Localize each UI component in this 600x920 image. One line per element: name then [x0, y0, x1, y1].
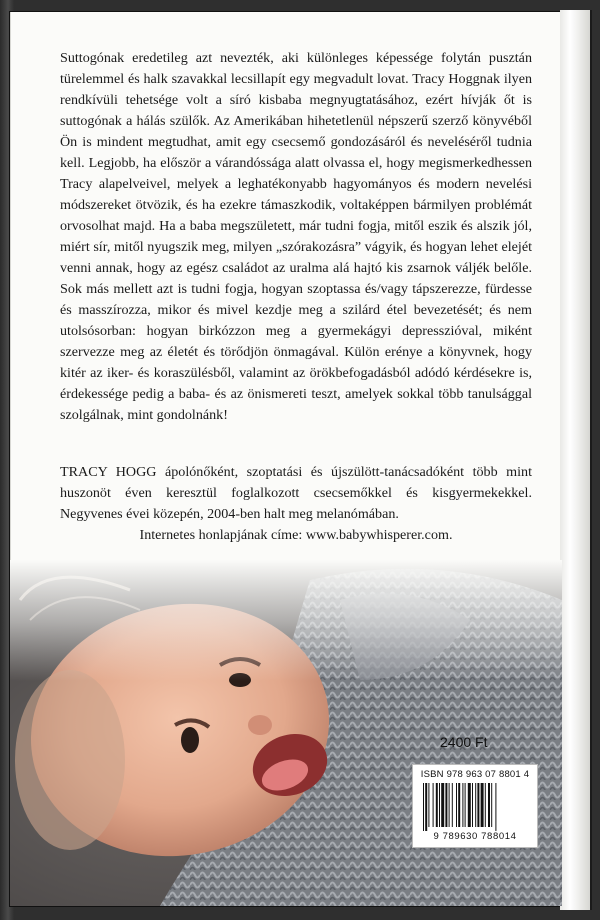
barcode-bar [462, 783, 463, 827]
website-line: Internetes honlapjának címe: www.babywhisperer.com. [139, 527, 453, 543]
barcode-bar [452, 783, 453, 827]
blurb-paragraph: Suttogónak eredetileg azt nevezték, aki különleges képessége folytán pusztán türelemmel és halk szavakkal lecsillapít egy megvadult lovat. Tracy Hoggnak ilyen rendkívüli tehetsége volt a síró kisbaba megnyugtatásához, ezért hívják őt is suttogónak a hálás szülők. Az Amerikában hihetetlenül népszerű szerző könyvéből Ön is mindent megtudhat, amit egy csecsemő gondozásáról és neveléséről tudnia kell. Legjobb, ha először a várandóssága alatt olvassa el, hogy megismerkedhessen Tracy alapelveivel, melyek a leghatékonyabb hagyományos és modern nevelési módszereket ötvözik, és ha ezekre támaszkodik, voltaképpen bármilyen problémát orvosolhat majd. Ha a baba megszületett, már tudni fogja, mitől eszik és alszik jól, miért sír, mitől nyugszik meg, milyen „szórakozásra” vágyik, és hogyan lehet elejét venni annak, hogy az egész családot az uralma alá hajtó kis zsarnok váljék belőle. Sok más mellett azt is tudni fogja, hogyan szoptassa és/vagy tápszerezze, fürdesse és masszírozza, mikor és mivel kezdje meg a szilárd étel bevezetését; és nem utolsósorban: hogyan birkózzon meg a gyermekágyi depresszióval, miként szervezze meg az életét és törődjön önmagával. Külön erénye a könyvnek, hogy kitér az iker- és koraszülésből, valamint az örökbefogadásból adódó kérdésekre is, érdekessége pedig a baba- és az önismereti teszt, amelyek sokkal több tanulsággal szolgálnak, mint gondolnánk! [60, 50, 532, 423]
crying-baby-photo [10, 560, 562, 906]
barcode-bar [491, 783, 492, 827]
barcode-digits: 9 789630 788014 [433, 831, 517, 842]
author-bio-text: TRACY HOGG ápolónőként, szoptatási és újszülött-tanácsadóként több mint huszonöt éven keresztül foglalkozott csecsemőkkel és kisgyermekekkel. Negyvenes évei közepén, 2004-ben halt meg melanómában. [60, 464, 532, 522]
barcode-bar [477, 783, 479, 827]
baby-photo-illustration [10, 560, 562, 906]
book-spine-edge [560, 10, 592, 910]
barcode-bar [449, 783, 450, 827]
barcode-bar [456, 783, 457, 827]
barcode-bar [481, 783, 484, 827]
barcode-bar [441, 783, 444, 827]
barcode-bar [465, 783, 466, 827]
barcode-bar [472, 783, 473, 827]
barcode-bar [475, 783, 476, 827]
barcode-bar [468, 783, 471, 827]
barcode-bar [428, 783, 429, 827]
barcode-bar [425, 783, 427, 831]
isbn-label: ISBN 978 963 07 8801 4 [420, 769, 530, 780]
barcode-bar [495, 783, 496, 831]
barcode-bar [436, 783, 438, 827]
barcode-bars [422, 783, 528, 831]
barcode-bar [485, 783, 486, 827]
barcode-bar [433, 783, 434, 827]
isbn-barcode [412, 764, 538, 848]
barcode-bar [439, 783, 440, 827]
barcode-bar [445, 783, 447, 827]
author-bio [60, 462, 532, 546]
barcode-graphic [422, 783, 528, 831]
blurb-text [60, 48, 532, 426]
price-label: 2400 Ft [440, 734, 488, 750]
barcode-bar [423, 783, 424, 831]
barcode-bar [488, 783, 490, 827]
barcode-bar [458, 783, 460, 827]
